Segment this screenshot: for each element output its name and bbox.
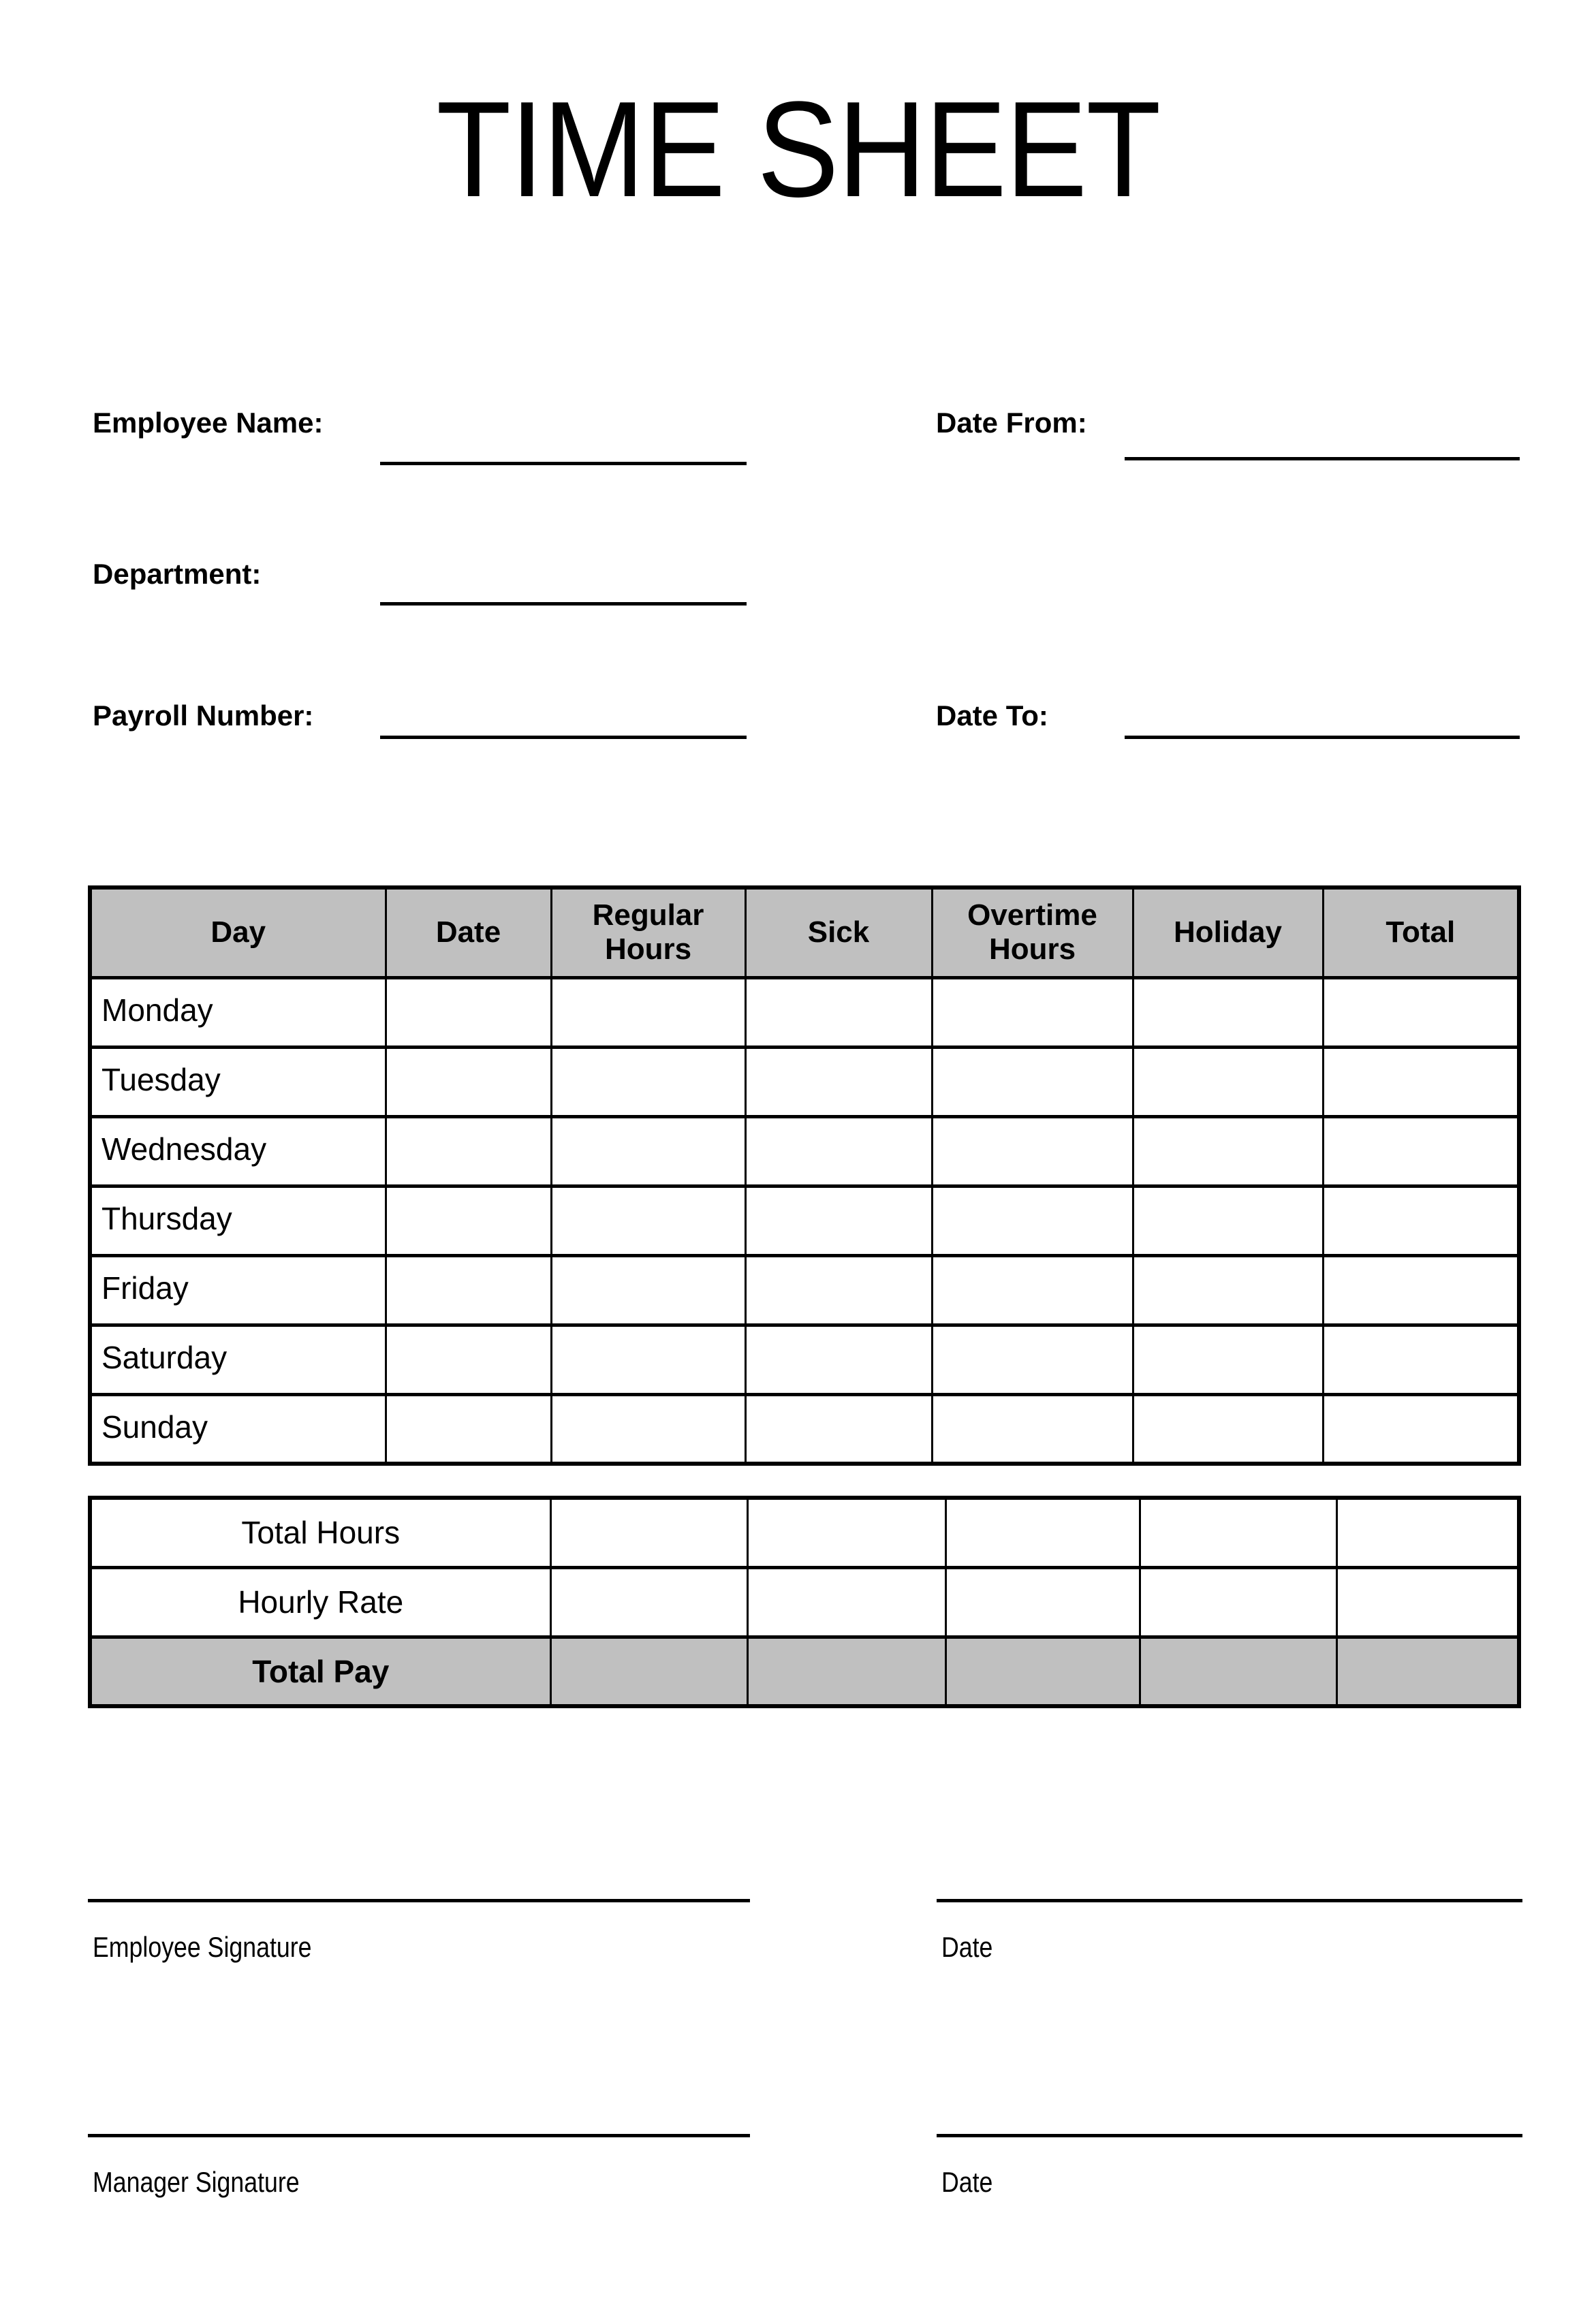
day-label: Thursday [90, 1186, 386, 1255]
hourly-rate-cell-overtime[interactable] [945, 1567, 1140, 1637]
cell-overtime-hours[interactable] [932, 1394, 1133, 1464]
day-label: Monday [90, 977, 386, 1047]
cell-sick[interactable] [745, 1325, 932, 1394]
page-title: TIME SHEET [436, 74, 1160, 225]
cell-date[interactable] [386, 977, 551, 1047]
manager-date-line[interactable] [937, 2134, 1522, 2137]
department-line[interactable] [380, 602, 747, 606]
employee-signature-label: Employee Signature [93, 1931, 312, 1963]
cell-regular-hours[interactable] [551, 1394, 745, 1464]
column-header-date: Date [386, 887, 551, 977]
column-header-holiday: Holiday [1133, 887, 1323, 977]
manager-signature-label: Manager Signature [93, 2166, 300, 2198]
cell-date[interactable] [386, 1116, 551, 1186]
cell-overtime-hours[interactable] [932, 1047, 1133, 1116]
cell-holiday[interactable] [1133, 1394, 1323, 1464]
day-label: Wednesday [90, 1116, 386, 1186]
employee-name-line[interactable] [380, 462, 747, 465]
cell-overtime-hours[interactable] [932, 977, 1133, 1047]
cell-sick[interactable] [745, 977, 932, 1047]
day-label: Saturday [90, 1325, 386, 1394]
employee-name-label: Employee Name: [93, 407, 324, 439]
cell-sick[interactable] [745, 1116, 932, 1186]
column-header-regular-hours: Regular Hours [551, 887, 745, 977]
cell-total[interactable] [1323, 1255, 1519, 1325]
cell-holiday[interactable] [1133, 1325, 1323, 1394]
total-hours-label: Total Hours [90, 1498, 550, 1567]
timesheet-row-wednesday [90, 1116, 1519, 1186]
cell-regular-hours[interactable] [551, 1047, 745, 1116]
timesheet-row-sunday [90, 1394, 1519, 1464]
total-pay-label: Total Pay [90, 1637, 550, 1706]
cell-date[interactable] [386, 1394, 551, 1464]
cell-total[interactable] [1323, 1186, 1519, 1255]
cell-regular-hours[interactable] [551, 1186, 745, 1255]
cell-total[interactable] [1323, 1394, 1519, 1464]
timesheet-row-monday [90, 977, 1519, 1047]
hourly-rate-row [90, 1567, 1519, 1637]
cell-overtime-hours[interactable] [932, 1116, 1133, 1186]
total-pay-cell-holiday[interactable] [1140, 1637, 1336, 1706]
cell-date[interactable] [386, 1047, 551, 1116]
summary-table [88, 1496, 1521, 1708]
cell-date[interactable] [386, 1186, 551, 1255]
hourly-rate-cell-holiday[interactable] [1140, 1567, 1336, 1637]
cell-holiday[interactable] [1133, 1255, 1323, 1325]
cell-regular-hours[interactable] [551, 1325, 745, 1394]
cell-sick[interactable] [745, 1047, 932, 1116]
hourly-rate-cell-sick[interactable] [747, 1567, 945, 1637]
total-pay-cell-regular[interactable] [550, 1637, 747, 1706]
timesheet-table [88, 885, 1521, 1466]
cell-sick[interactable] [745, 1394, 932, 1464]
cell-overtime-hours[interactable] [932, 1255, 1133, 1325]
total-pay-cell-total[interactable] [1336, 1637, 1519, 1706]
timesheet-row-tuesday [90, 1047, 1519, 1116]
department-label: Department: [93, 558, 262, 590]
manager-date-label: Date [941, 2166, 993, 2198]
day-label: Sunday [90, 1394, 386, 1464]
total-hours-row [90, 1498, 1519, 1567]
cell-date[interactable] [386, 1325, 551, 1394]
date-to-label: Date To: [936, 699, 1048, 732]
cell-date[interactable] [386, 1255, 551, 1325]
date-from-label: Date From: [936, 407, 1087, 439]
cell-total[interactable] [1323, 977, 1519, 1047]
cell-regular-hours[interactable] [551, 1255, 745, 1325]
column-header-sick: Sick [745, 887, 932, 977]
manager-signature-line[interactable] [88, 2134, 750, 2137]
employee-signature-line[interactable] [88, 1899, 750, 1902]
day-label: Tuesday [90, 1047, 386, 1116]
timesheet-header-row [90, 887, 1519, 977]
column-header-total: Total [1323, 887, 1519, 977]
cell-sick[interactable] [745, 1186, 932, 1255]
total-hours-cell-sick[interactable] [747, 1498, 945, 1567]
cell-regular-hours[interactable] [551, 977, 745, 1047]
cell-holiday[interactable] [1133, 977, 1323, 1047]
payroll-number-label: Payroll Number: [93, 699, 314, 732]
employee-date-label: Date [941, 1931, 993, 1963]
timesheet-row-thursday [90, 1186, 1519, 1255]
cell-holiday[interactable] [1133, 1116, 1323, 1186]
cell-overtime-hours[interactable] [932, 1325, 1133, 1394]
cell-regular-hours[interactable] [551, 1116, 745, 1186]
timesheet-row-saturday [90, 1325, 1519, 1394]
total-hours-cell-regular[interactable] [550, 1498, 747, 1567]
employee-date-line[interactable] [937, 1899, 1522, 1902]
cell-total[interactable] [1323, 1325, 1519, 1394]
hourly-rate-cell-total[interactable] [1336, 1567, 1519, 1637]
total-pay-cell-sick[interactable] [747, 1637, 945, 1706]
column-header-overtime-hours: Overtime Hours [932, 887, 1133, 977]
total-hours-cell-overtime[interactable] [945, 1498, 1140, 1567]
cell-overtime-hours[interactable] [932, 1186, 1133, 1255]
cell-sick[interactable] [745, 1255, 932, 1325]
hourly-rate-label: Hourly Rate [90, 1567, 550, 1637]
day-label: Friday [90, 1255, 386, 1325]
cell-total[interactable] [1323, 1047, 1519, 1116]
cell-total[interactable] [1323, 1116, 1519, 1186]
cell-holiday[interactable] [1133, 1186, 1323, 1255]
cell-holiday[interactable] [1133, 1047, 1323, 1116]
total-hours-cell-holiday[interactable] [1140, 1498, 1336, 1567]
total-hours-cell-total[interactable] [1336, 1498, 1519, 1567]
column-header-day: Day [90, 887, 386, 977]
date-to-line[interactable] [1125, 736, 1520, 739]
hourly-rate-cell-regular[interactable] [550, 1567, 747, 1637]
total-pay-cell-overtime[interactable] [945, 1637, 1140, 1706]
date-from-line[interactable] [1125, 457, 1520, 460]
timesheet-row-friday [90, 1255, 1519, 1325]
total-pay-row [90, 1637, 1519, 1706]
payroll-number-line[interactable] [380, 736, 747, 739]
